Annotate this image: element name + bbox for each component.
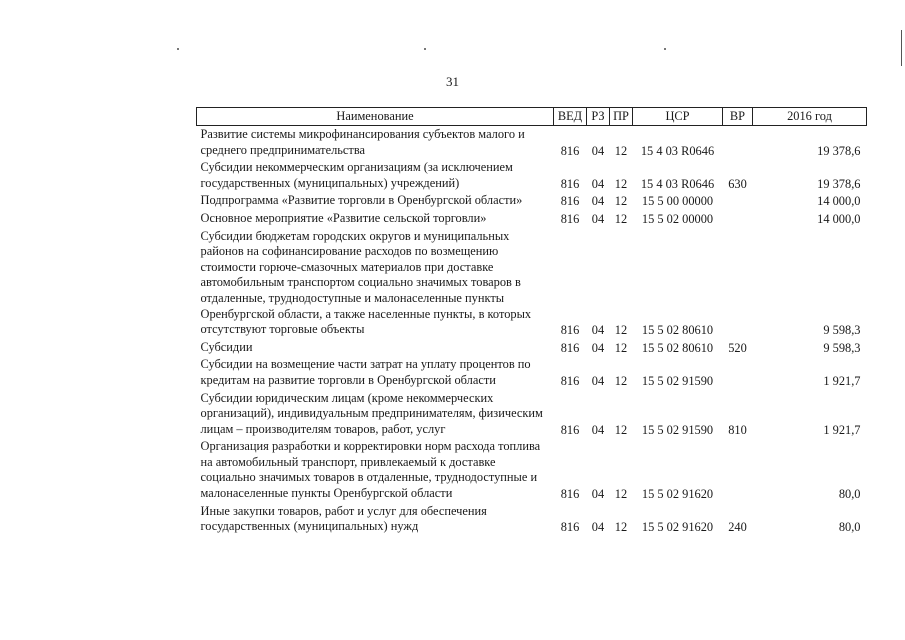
row-pr: 12	[614, 422, 628, 437]
table-row	[197, 356, 867, 389]
header-vr: ВР	[723, 108, 753, 126]
row-pr: 12	[614, 373, 628, 388]
row-name: Субсидии на возмещение части затрат на уплату процентов по кредитам на развитие торговли в Оренбургской области	[200, 357, 531, 387]
scan-edge-line	[901, 30, 902, 66]
row-amount: 80,0	[838, 487, 861, 502]
row-pr: 12	[614, 487, 628, 502]
row-vr: 630	[728, 176, 747, 191]
scan-speck	[664, 48, 666, 50]
row-csr: 15 5 02 91590	[641, 373, 714, 388]
table-row	[197, 228, 867, 339]
table-row	[197, 339, 867, 357]
table-body	[197, 126, 867, 536]
row-rz: 04	[591, 487, 605, 502]
table-row	[197, 390, 867, 439]
row-amount: 9 598,3	[823, 340, 861, 355]
row-vr	[723, 228, 753, 339]
table-row	[197, 192, 867, 210]
row-vr	[723, 210, 753, 228]
row-vr	[723, 356, 753, 389]
row-amount: 1 921,7	[823, 422, 861, 437]
row-name: Развитие системы микрофинансирования субъектов малого и среднего предпринимательства	[200, 127, 525, 157]
row-csr: 15 5 02 80610	[641, 323, 714, 338]
budget-table	[196, 107, 867, 536]
row-name: Субсидии	[200, 339, 253, 354]
row-vr	[723, 192, 753, 210]
row-ved: 816	[560, 211, 580, 226]
row-vr	[723, 438, 753, 502]
table-row	[197, 438, 867, 502]
row-ved: 816	[560, 340, 580, 355]
scan-speck	[177, 48, 179, 50]
table-header	[197, 108, 867, 126]
row-ved: 816	[560, 373, 580, 388]
row-name: Подпрограмма «Развитие торговли в Оренбургской области»	[200, 193, 523, 208]
row-name: Основное мероприятие «Развитие сельской торговли»	[200, 210, 487, 225]
row-pr: 12	[614, 143, 628, 158]
row-vr: 810	[728, 422, 747, 437]
header-year: 2016 год	[753, 108, 867, 126]
row-csr: 15 5 02 91620	[641, 487, 714, 502]
row-rz: 04	[591, 194, 605, 209]
scan-speck	[424, 48, 426, 50]
header-pr: ПР	[610, 108, 633, 126]
header-csr: ЦСР	[633, 108, 723, 126]
row-csr: 15 4 03 R0646	[640, 143, 715, 158]
table-row	[197, 159, 867, 192]
row-rz: 04	[591, 176, 605, 191]
row-ved: 816	[560, 487, 580, 502]
row-pr: 12	[614, 323, 628, 338]
row-ved: 816	[560, 143, 580, 158]
row-csr: 15 5 02 80610	[641, 340, 714, 355]
table-row	[197, 126, 867, 160]
row-ved: 816	[560, 422, 580, 437]
row-amount: 9 598,3	[823, 323, 861, 338]
row-rz: 04	[591, 520, 605, 535]
row-ved: 816	[560, 323, 580, 338]
row-pr: 12	[614, 520, 628, 535]
row-vr: 520	[728, 340, 747, 355]
row-amount: 80,0	[838, 520, 861, 535]
row-amount: 14 000,0	[817, 194, 861, 209]
row-name: Организация разработки и корректировки норм расхода топлива на автомобильный транспорт, привлекаемый к доставке социально значимых товаров в отдаленные, труднодоступные и малонаселенные пункты Оренбургской области	[200, 439, 541, 501]
row-pr: 12	[614, 194, 628, 209]
table-row	[197, 503, 867, 536]
row-csr: 15 4 03 R0646	[640, 176, 715, 191]
header-row	[197, 108, 867, 126]
row-csr: 15 5 02 91620	[641, 520, 714, 535]
header-rz: РЗ	[587, 108, 610, 126]
row-csr: 15 5 02 00000	[641, 211, 714, 226]
row-vr: 240	[728, 520, 747, 535]
row-ved: 816	[560, 194, 580, 209]
row-rz: 04	[591, 323, 605, 338]
table-row	[197, 210, 867, 228]
row-name: Субсидии некоммерческим организациям (за исключением государственных (муниципальных) учреждений)	[200, 160, 513, 190]
row-rz: 04	[591, 143, 605, 158]
header-name: Наименование	[197, 108, 554, 126]
row-csr: 15 5 02 91590	[641, 422, 714, 437]
row-pr: 12	[614, 340, 628, 355]
row-amount: 19 378,6	[817, 143, 861, 158]
row-rz: 04	[591, 340, 605, 355]
row-name: Субсидии юридическим лицам (кроме некоммерческих организаций), индивидуальным предпринимателям, физическим лицам – производителям товаров, работ, услуг	[200, 390, 543, 436]
row-vr	[723, 126, 753, 160]
row-csr: 15 5 00 00000	[641, 194, 714, 209]
row-pr: 12	[614, 211, 628, 226]
header-ved: ВЕД	[554, 108, 587, 126]
row-pr: 12	[614, 176, 628, 191]
row-name: Иные закупки товаров, работ и услуг для обеспечения государственных (муниципальных) нужд	[200, 503, 487, 534]
row-rz: 04	[591, 211, 605, 226]
row-amount: 14 000,0	[817, 211, 861, 226]
row-ved: 816	[560, 520, 580, 535]
row-name: Субсидии бюджетам городских округов и муниципальных районов на софинансирование расходов по возмещению стоимости горюче-смазочных материалов при доставке автомобильным транспортом социально значимых товаров в отдаленные, труднодоступные и малонаселенные пункты Оренбургской области, а также населенные пункты, в которых отсутствуют торговые объекты	[200, 228, 532, 337]
row-ved: 816	[560, 176, 580, 191]
row-amount: 1 921,7	[823, 373, 861, 388]
row-rz: 04	[591, 422, 605, 437]
row-rz: 04	[591, 373, 605, 388]
row-amount: 19 378,6	[817, 176, 861, 191]
page-number: 31	[446, 74, 459, 89]
